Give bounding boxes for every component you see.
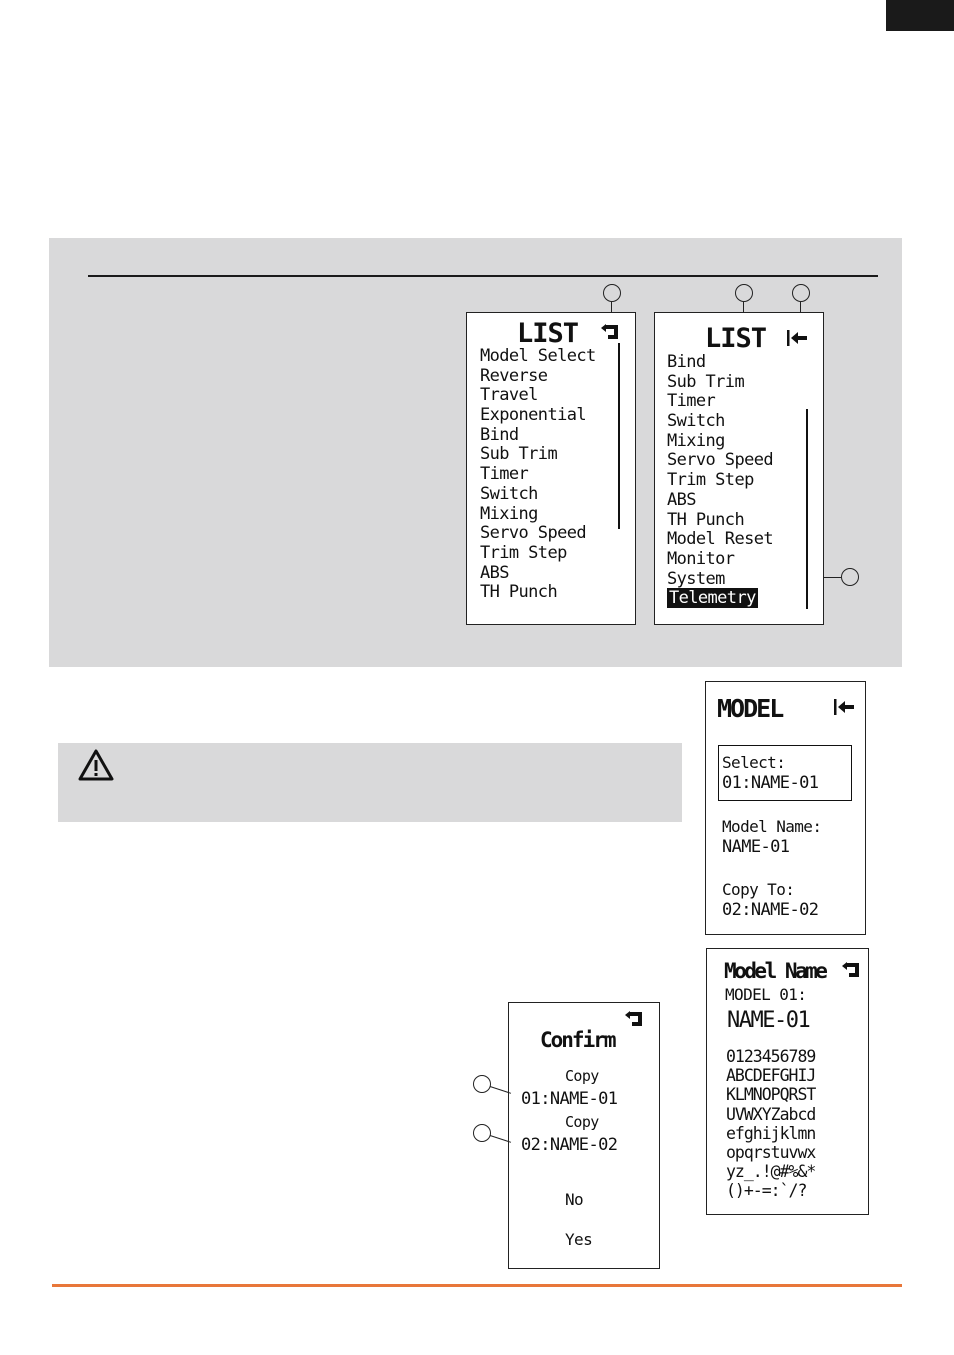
char-row[interactable]: opqrstuvwx [726, 1142, 816, 1162]
no-option[interactable]: No [565, 1190, 584, 1209]
menu-item[interactable]: Exponential [480, 405, 586, 426]
copy-to-label: Copy To: [722, 880, 795, 899]
list-screen-2 [654, 312, 824, 625]
menu-item[interactable]: System [667, 568, 725, 589]
callout-circle [603, 284, 621, 302]
name-value[interactable]: NAME-01 [727, 1008, 810, 1033]
menu-item[interactable]: Switch [480, 483, 538, 504]
callout-circle [473, 1124, 491, 1142]
model-screen [705, 681, 866, 935]
menu-item[interactable]: Timer [667, 391, 716, 412]
list-screen-1 [466, 312, 636, 625]
menu-item[interactable]: Switch [667, 411, 725, 432]
menu-item[interactable]: Reverse [480, 365, 548, 386]
screen-title: MODEL [717, 694, 783, 723]
callout-circle [735, 284, 753, 302]
screen-title: LIST [517, 318, 579, 349]
menu-list [667, 353, 773, 609]
char-row[interactable]: yz_.!@#%&* [726, 1162, 816, 1182]
back-icon[interactable] [840, 961, 862, 979]
menu-item[interactable]: Sub Trim [667, 371, 745, 392]
select-value[interactable]: 01:NAME-01 [722, 773, 819, 793]
model-name-label: Model Name: [722, 817, 822, 836]
menu-list [480, 347, 596, 603]
footer-rule [52, 1284, 902, 1287]
copy-label: Copy [565, 1113, 599, 1131]
copy-label: Copy [565, 1067, 599, 1085]
callout-circle [841, 568, 859, 586]
menu-item[interactable]: Trim Step [480, 542, 567, 563]
model-name-value[interactable]: NAME-01 [722, 837, 790, 857]
back-icon[interactable] [599, 323, 621, 341]
char-row[interactable]: efghijklmn [726, 1123, 816, 1143]
menu-item[interactable]: TH Punch [667, 509, 745, 530]
menu-item[interactable]: Servo Speed [667, 450, 773, 471]
character-grid [726, 1047, 815, 1201]
confirm-screen [508, 1002, 660, 1269]
char-row[interactable]: ()+-=:`/? [726, 1181, 807, 1201]
target-model: 02:NAME-02 [521, 1135, 618, 1155]
scrollbar[interactable] [618, 343, 620, 529]
select-label: Select: [722, 753, 786, 772]
menu-item-selected[interactable]: Telemetry [669, 588, 756, 609]
back-arrow-icon[interactable] [785, 329, 809, 347]
menu-item[interactable]: Model Select [480, 346, 596, 366]
menu-item[interactable]: Bind [480, 424, 519, 445]
menu-item[interactable]: Travel [480, 385, 538, 406]
back-arrow-icon[interactable] [832, 698, 856, 716]
warning-box [58, 743, 682, 822]
char-row[interactable]: KLMNOPQRST [726, 1085, 816, 1105]
menu-item[interactable]: Monitor [667, 548, 735, 569]
screen-title: Model Name [724, 959, 826, 983]
yes-option[interactable]: Yes [565, 1230, 593, 1249]
menu-item[interactable]: TH Punch [480, 582, 558, 603]
back-icon[interactable] [623, 1010, 645, 1028]
char-row[interactable]: 0123456789 [726, 1047, 816, 1066]
model-name-screen [706, 948, 869, 1215]
menu-item[interactable]: Mixing [667, 430, 725, 451]
screen-title: Confirm [540, 1028, 615, 1052]
menu-item[interactable]: ABS [480, 562, 509, 583]
copy-to-value[interactable]: 02:NAME-02 [722, 900, 819, 920]
source-model: 01:NAME-01 [521, 1089, 618, 1109]
menu-item[interactable]: Sub Trim [480, 444, 558, 465]
menu-item[interactable]: ABS [667, 489, 696, 510]
callout-circle [792, 284, 810, 302]
warning-icon [78, 748, 114, 782]
page-corner-tab [886, 0, 954, 31]
char-row[interactable]: UVWXYZabcd [726, 1104, 816, 1124]
model-number-label: MODEL 01: [725, 985, 807, 1004]
menu-item[interactable]: Bind [667, 352, 706, 372]
menu-item[interactable]: Servo Speed [480, 523, 586, 544]
callout-circle [473, 1075, 491, 1093]
screen-title: LIST [705, 323, 767, 354]
menu-item[interactable]: Model Reset [667, 529, 773, 550]
char-row[interactable]: ABCDEFGHIJ [726, 1066, 816, 1086]
menu-item[interactable]: Mixing [480, 503, 538, 524]
menu-item[interactable]: Timer [480, 464, 529, 485]
scrollbar[interactable] [806, 409, 808, 609]
menu-item[interactable]: Trim Step [667, 470, 754, 491]
panel-divider [88, 275, 878, 277]
